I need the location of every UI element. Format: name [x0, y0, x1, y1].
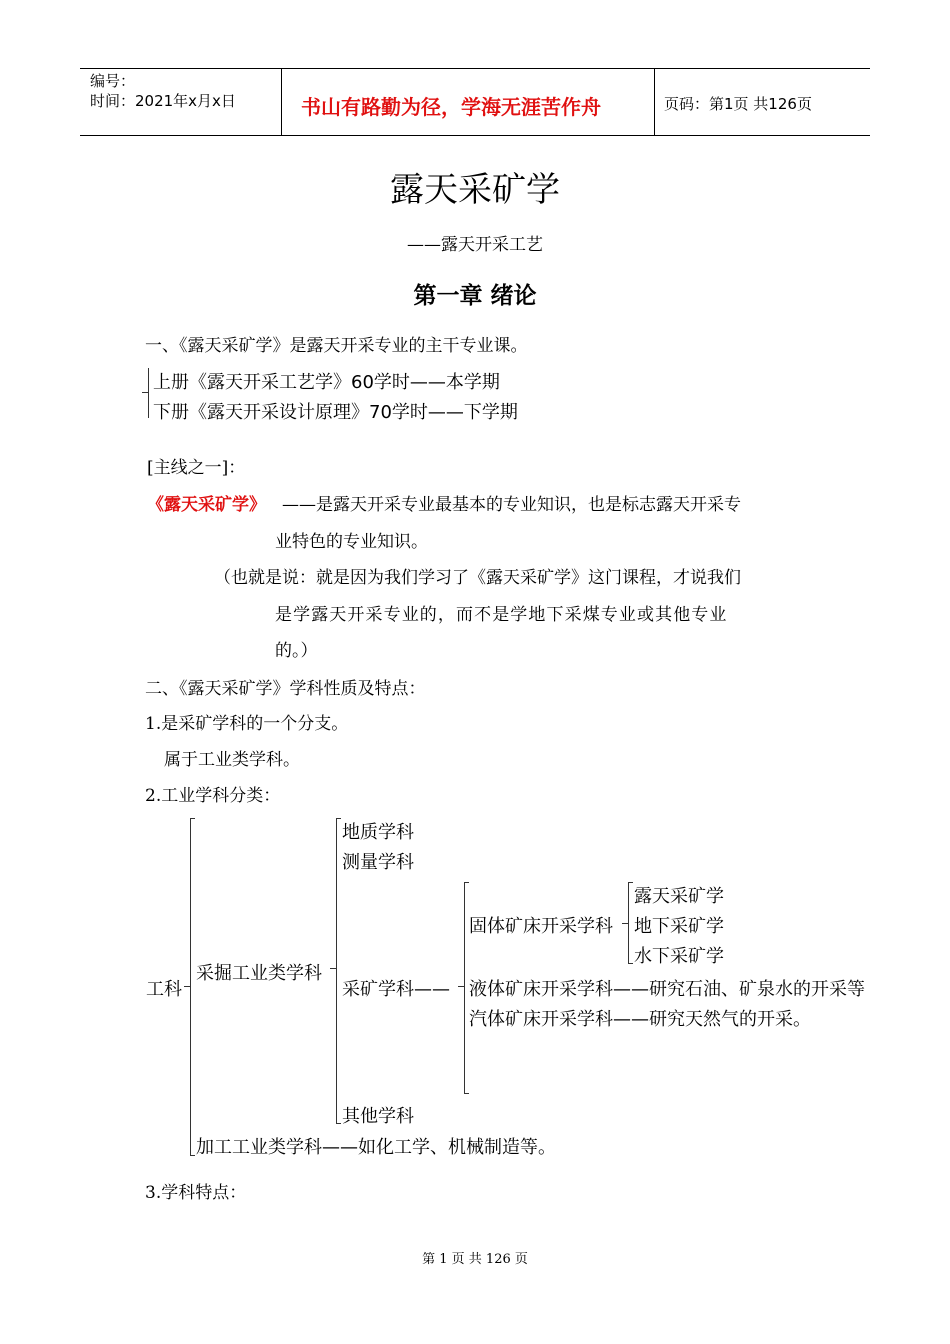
page-footer: 第 1 页 共 126 页 — [422, 1252, 528, 1267]
header-motto: 书山有路勤为径，学海无涯苦作舟 — [301, 95, 601, 119]
extraction-brace-top — [336, 818, 341, 819]
mainline-label: [主线之一]： — [147, 458, 246, 478]
tree-open-pit: 露天采矿学 — [634, 886, 724, 907]
tree-survey: 测量学科 — [342, 852, 414, 873]
mainline-desc-line2: 业特色的专业知识。 — [275, 532, 428, 552]
tree-underground: 地下采矿学 — [634, 916, 724, 937]
tree-gas: 汽体矿床开采学科——研究天然气的开采。 — [469, 1009, 811, 1030]
tree-mining: 采矿学科—— — [342, 979, 450, 1000]
tree-root: 工科 — [146, 979, 182, 1000]
mining-brace-bottom — [464, 1093, 469, 1094]
mining-brace-top — [464, 882, 469, 883]
section2-item1-sub: 属于工业类学科。 — [164, 750, 300, 770]
mainline-note-line2: 是学露天开采专业的，而不是学地下采煤专业或其他专业 — [275, 605, 728, 625]
section2-heading: 二、《露天采矿学》学科性质及特点： — [145, 679, 426, 699]
volume-lower: 下册《露天开采设计原理》70学时——下学期 — [153, 402, 518, 423]
tree-other: 其他学科 — [342, 1106, 414, 1127]
header-time-label: 时间：2021年x月x日 — [90, 92, 236, 110]
mainline-term: 《露天采矿学》 — [147, 495, 266, 515]
solid-brace — [628, 882, 629, 964]
volume-upper: 上册《露天开采工艺学》60学时——本学期 — [153, 372, 500, 393]
extraction-brace — [336, 818, 337, 1124]
solid-brace-top — [628, 882, 633, 883]
volume-brace-tip — [142, 392, 148, 393]
tree-solid: 固体矿床开采学科 — [469, 916, 613, 937]
extraction-brace-bottom — [336, 1123, 341, 1124]
tree-processing: 加工工业类学科——如化工学、机械制造等。 — [196, 1137, 556, 1158]
root-brace-bottom — [190, 1155, 195, 1156]
section1-heading: 一、《露天采矿学》是露天开采专业的主干专业课。 — [145, 336, 528, 356]
page-subtitle: ——露天开采工艺 — [407, 235, 543, 255]
tree-underwater: 水下采矿学 — [634, 946, 724, 967]
root-brace-tip — [184, 986, 190, 987]
header-page-info: 页码：第1页 共126页 — [664, 95, 812, 113]
root-brace — [190, 818, 191, 1156]
mainline-note-line1: （也就是说：就是因为我们学习了《露天采矿学》这门课程，才说我们 — [214, 568, 741, 588]
solid-brace-bottom — [628, 963, 633, 964]
header-divider-right — [654, 68, 655, 136]
section2-item1: 1.是采矿学科的一个分支。 — [145, 714, 349, 734]
tree-geology: 地质学科 — [342, 822, 414, 843]
mainline-note-line3: 的。） — [275, 641, 318, 661]
section3-item3: 3.学科特点： — [145, 1183, 247, 1203]
section2-item2: 2.工业学科分类： — [145, 786, 281, 806]
header-bottom-rule — [80, 135, 870, 136]
chapter-heading: 第一章 绪论 — [413, 283, 537, 309]
mining-brace-tip — [458, 986, 464, 987]
tree-extraction: 采掘工业类学科 — [196, 963, 322, 984]
header-number-label: 编号： — [90, 72, 136, 90]
tree-liquid: 液体矿床开采学科——研究石油、矿泉水的开采等 — [469, 979, 865, 1000]
extraction-brace-tip — [330, 968, 336, 969]
mining-brace — [464, 882, 465, 1094]
header-divider-left — [281, 68, 282, 136]
root-brace-top — [190, 818, 195, 819]
solid-brace-tip — [622, 923, 628, 924]
mainline-desc-line1: ——是露天开采专业最基本的专业知识，也是标志露天开采专 — [282, 495, 741, 515]
header-top-rule — [80, 68, 870, 69]
page-title: 露天采矿学 — [390, 170, 560, 210]
volume-brace — [148, 368, 149, 418]
